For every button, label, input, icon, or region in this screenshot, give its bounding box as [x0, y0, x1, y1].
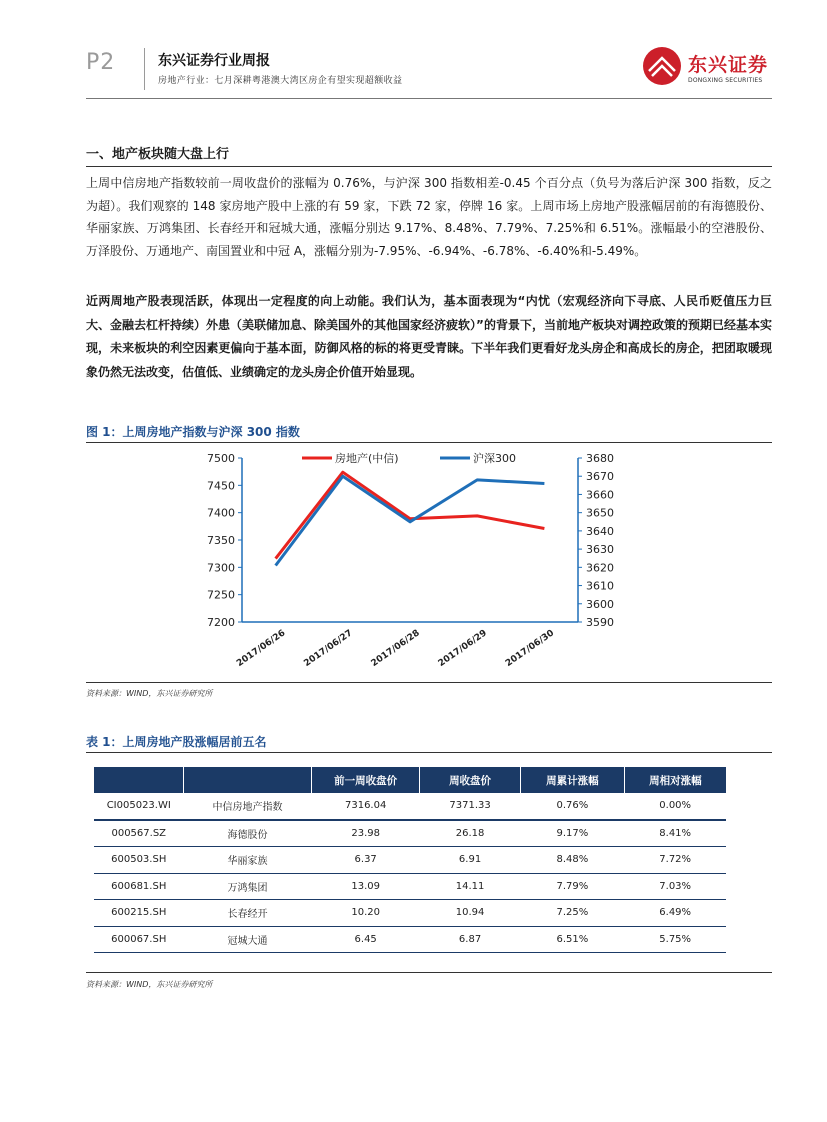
legend-label-realestate: 房地产(中信): [335, 452, 399, 465]
x-tick-label: 2017/06/27: [302, 628, 355, 669]
x-tick-label: 2017/06/30: [503, 628, 557, 669]
page-number: P2: [86, 50, 116, 75]
left-tick-label: 7500: [207, 452, 235, 465]
x-tick-label: 2017/06/29: [436, 628, 489, 669]
legend-label-hs300: 沪深300: [473, 452, 516, 465]
cell-rel-change: 5.75%: [624, 926, 726, 953]
left-tick-label: 7450: [207, 479, 235, 493]
logo-text: 东兴证券: [688, 54, 769, 76]
report-subtitle: 房地产行业：七月深耕粤港澳大湾区房企有望实现超额收益: [158, 76, 403, 86]
cell-prev-close: 23.98: [312, 820, 420, 847]
table-row: [94, 900, 726, 927]
right-tick-label: 3630: [586, 543, 614, 557]
cell-name: 中信房地产指数: [184, 793, 312, 820]
x-tick-label: 2017/06/28: [369, 628, 422, 669]
right-tick-label: 3650: [586, 506, 614, 520]
cell-cum-change: 8.48%: [520, 847, 624, 874]
header-rule: [86, 98, 772, 99]
cell-code: 600681.SH: [94, 873, 184, 900]
table-top-rule: [86, 752, 772, 753]
table-header-name: [184, 767, 312, 793]
figure-title: 图 1：上周房地产指数与沪深 300 指数: [86, 425, 300, 439]
cell-close: 26.18: [420, 820, 521, 847]
cell-prev-close: 13.09: [312, 873, 420, 900]
right-tick-label: 3600: [586, 597, 614, 611]
table-title: 表 1：上周房地产股涨幅居前五名: [86, 735, 267, 749]
cell-cum-change: 9.17%: [520, 820, 624, 847]
cell-rel-change: 8.41%: [624, 820, 726, 847]
cell-name: 万鸿集团: [184, 873, 312, 900]
series-line-realestate: [276, 472, 545, 558]
left-tick-label: 7200: [207, 616, 235, 629]
cell-prev-close: 6.37: [312, 847, 420, 874]
paragraph-view: 近两周地产股表现活跃，体现出一定程度的向上动能。我们认为，基本面表现为“内忧（宏观经济向下寻底、人民币贬值压力巨大、金融去杠杆持续）外患（美联储加息、除美国外的其他国家经济疲软）”的背景下，当前地产板块对调控政策的预期已经基本实现，未来板块的利空因素更偏向于基本面，防御风格的标的将更受青睐。下半年我们更看好龙头房企和高成长的房企，把团取暖现象仍然无法改变，估值低、业绩确定的龙头房企价值开始显现。: [86, 294, 772, 379]
cell-name: 冠城大通: [184, 926, 312, 953]
cell-prev-close: 10.20: [312, 900, 420, 927]
cell-cum-change: 7.25%: [520, 900, 624, 927]
cell-cum-change: 6.51%: [520, 926, 624, 953]
left-tick-label: 7250: [207, 588, 235, 602]
cell-cum-change: 7.79%: [520, 873, 624, 900]
cell-code: 600503.SH: [94, 847, 184, 874]
logo-subtext: DONGXING SECURITIES: [688, 77, 763, 84]
table-row: [94, 820, 726, 847]
cell-name: 海德股份: [184, 820, 312, 847]
paragraph-summary: 上周中信房地产指数较前一周收盘价的涨幅为 0.76%，与沪深 300 指数相差-0.45 个百分点（负号为落后沪深 300 指数，反之为超）。我们观察的 148 家房地产股中上涨的有 59 家，下跌 72 家，停牌 16 家。上周市场上房地产股涨幅居前的有海德股份、华丽家族、万鸿集团、长春经开和冠城大通，涨幅分别达 9.17%、8.48%、7.79%、7.25%和 6.51%。涨幅最小的空港股份、万泽股份、万通地产、南国置业和中冠 A，涨幅分别为-7.95%、-6.94%、-6.78%、-6.40%和-5.49%。: [86, 176, 772, 258]
cell-prev-close: 6.45: [312, 926, 420, 953]
left-tick-label: 7300: [207, 561, 235, 575]
figure-source: 资料来源：WIND，东兴证券研究所: [86, 689, 213, 698]
table-header-prev-close: 前一周收盘价: [312, 767, 420, 793]
cell-rel-change: 0.00%: [624, 793, 726, 820]
section-rule: [86, 166, 772, 167]
x-tick-label: 2017/06/26: [235, 628, 288, 669]
cell-code: 600067.SH: [94, 926, 184, 953]
table-header-cum-change: 周累计涨幅: [520, 767, 624, 793]
figure-top-rule: [86, 442, 772, 443]
cell-cum-change: 0.76%: [520, 793, 624, 820]
cell-rel-change: 7.72%: [624, 847, 726, 874]
table-row: [94, 847, 726, 874]
figure-bottom-rule: [86, 682, 772, 683]
right-tick-label: 3640: [586, 524, 614, 538]
table-source: 资料来源：WIND，东兴证券研究所: [86, 980, 213, 989]
right-tick-label: 3590: [586, 616, 614, 629]
right-tick-label: 3680: [586, 452, 614, 465]
table-row: [94, 926, 726, 953]
right-tick-label: 3610: [586, 579, 614, 593]
table-header-row: [94, 767, 726, 793]
table-header-rel-change: 周相对涨幅: [624, 767, 726, 793]
cell-name: 华丽家族: [184, 847, 312, 874]
line-chart: [190, 446, 650, 678]
right-tick-label: 3620: [586, 561, 614, 575]
report-title: 东兴证券行业周报: [158, 53, 270, 69]
section-heading: 一、地产板块随大盘上行: [86, 147, 230, 162]
stocks-table: [94, 767, 726, 953]
cell-prev-close: 7316.04: [312, 793, 420, 820]
table-bottom-rule: [86, 972, 772, 973]
cell-rel-change: 6.49%: [624, 900, 726, 927]
right-tick-label: 3660: [586, 488, 614, 502]
cell-close: 6.87: [420, 926, 521, 953]
cell-rel-change: 7.03%: [624, 873, 726, 900]
right-tick-label: 3670: [586, 470, 614, 484]
table-row: [94, 873, 726, 900]
cell-code: CI005023.WI: [94, 793, 184, 820]
cell-close: 14.11: [420, 873, 521, 900]
cell-close: 10.94: [420, 900, 521, 927]
left-tick-label: 7350: [207, 534, 235, 547]
left-tick-label: 7400: [207, 506, 235, 520]
cell-close: 6.91: [420, 847, 521, 874]
cell-code: 600215.SH: [94, 900, 184, 927]
table-header-code: [94, 767, 184, 793]
cell-code: 000567.SZ: [94, 820, 184, 847]
cell-close: 7371.33: [420, 793, 521, 820]
header-divider: [144, 48, 145, 90]
table-header-close: 周收盘价: [420, 767, 521, 793]
cell-name: 长春经开: [184, 900, 312, 927]
table-row: [94, 793, 726, 820]
